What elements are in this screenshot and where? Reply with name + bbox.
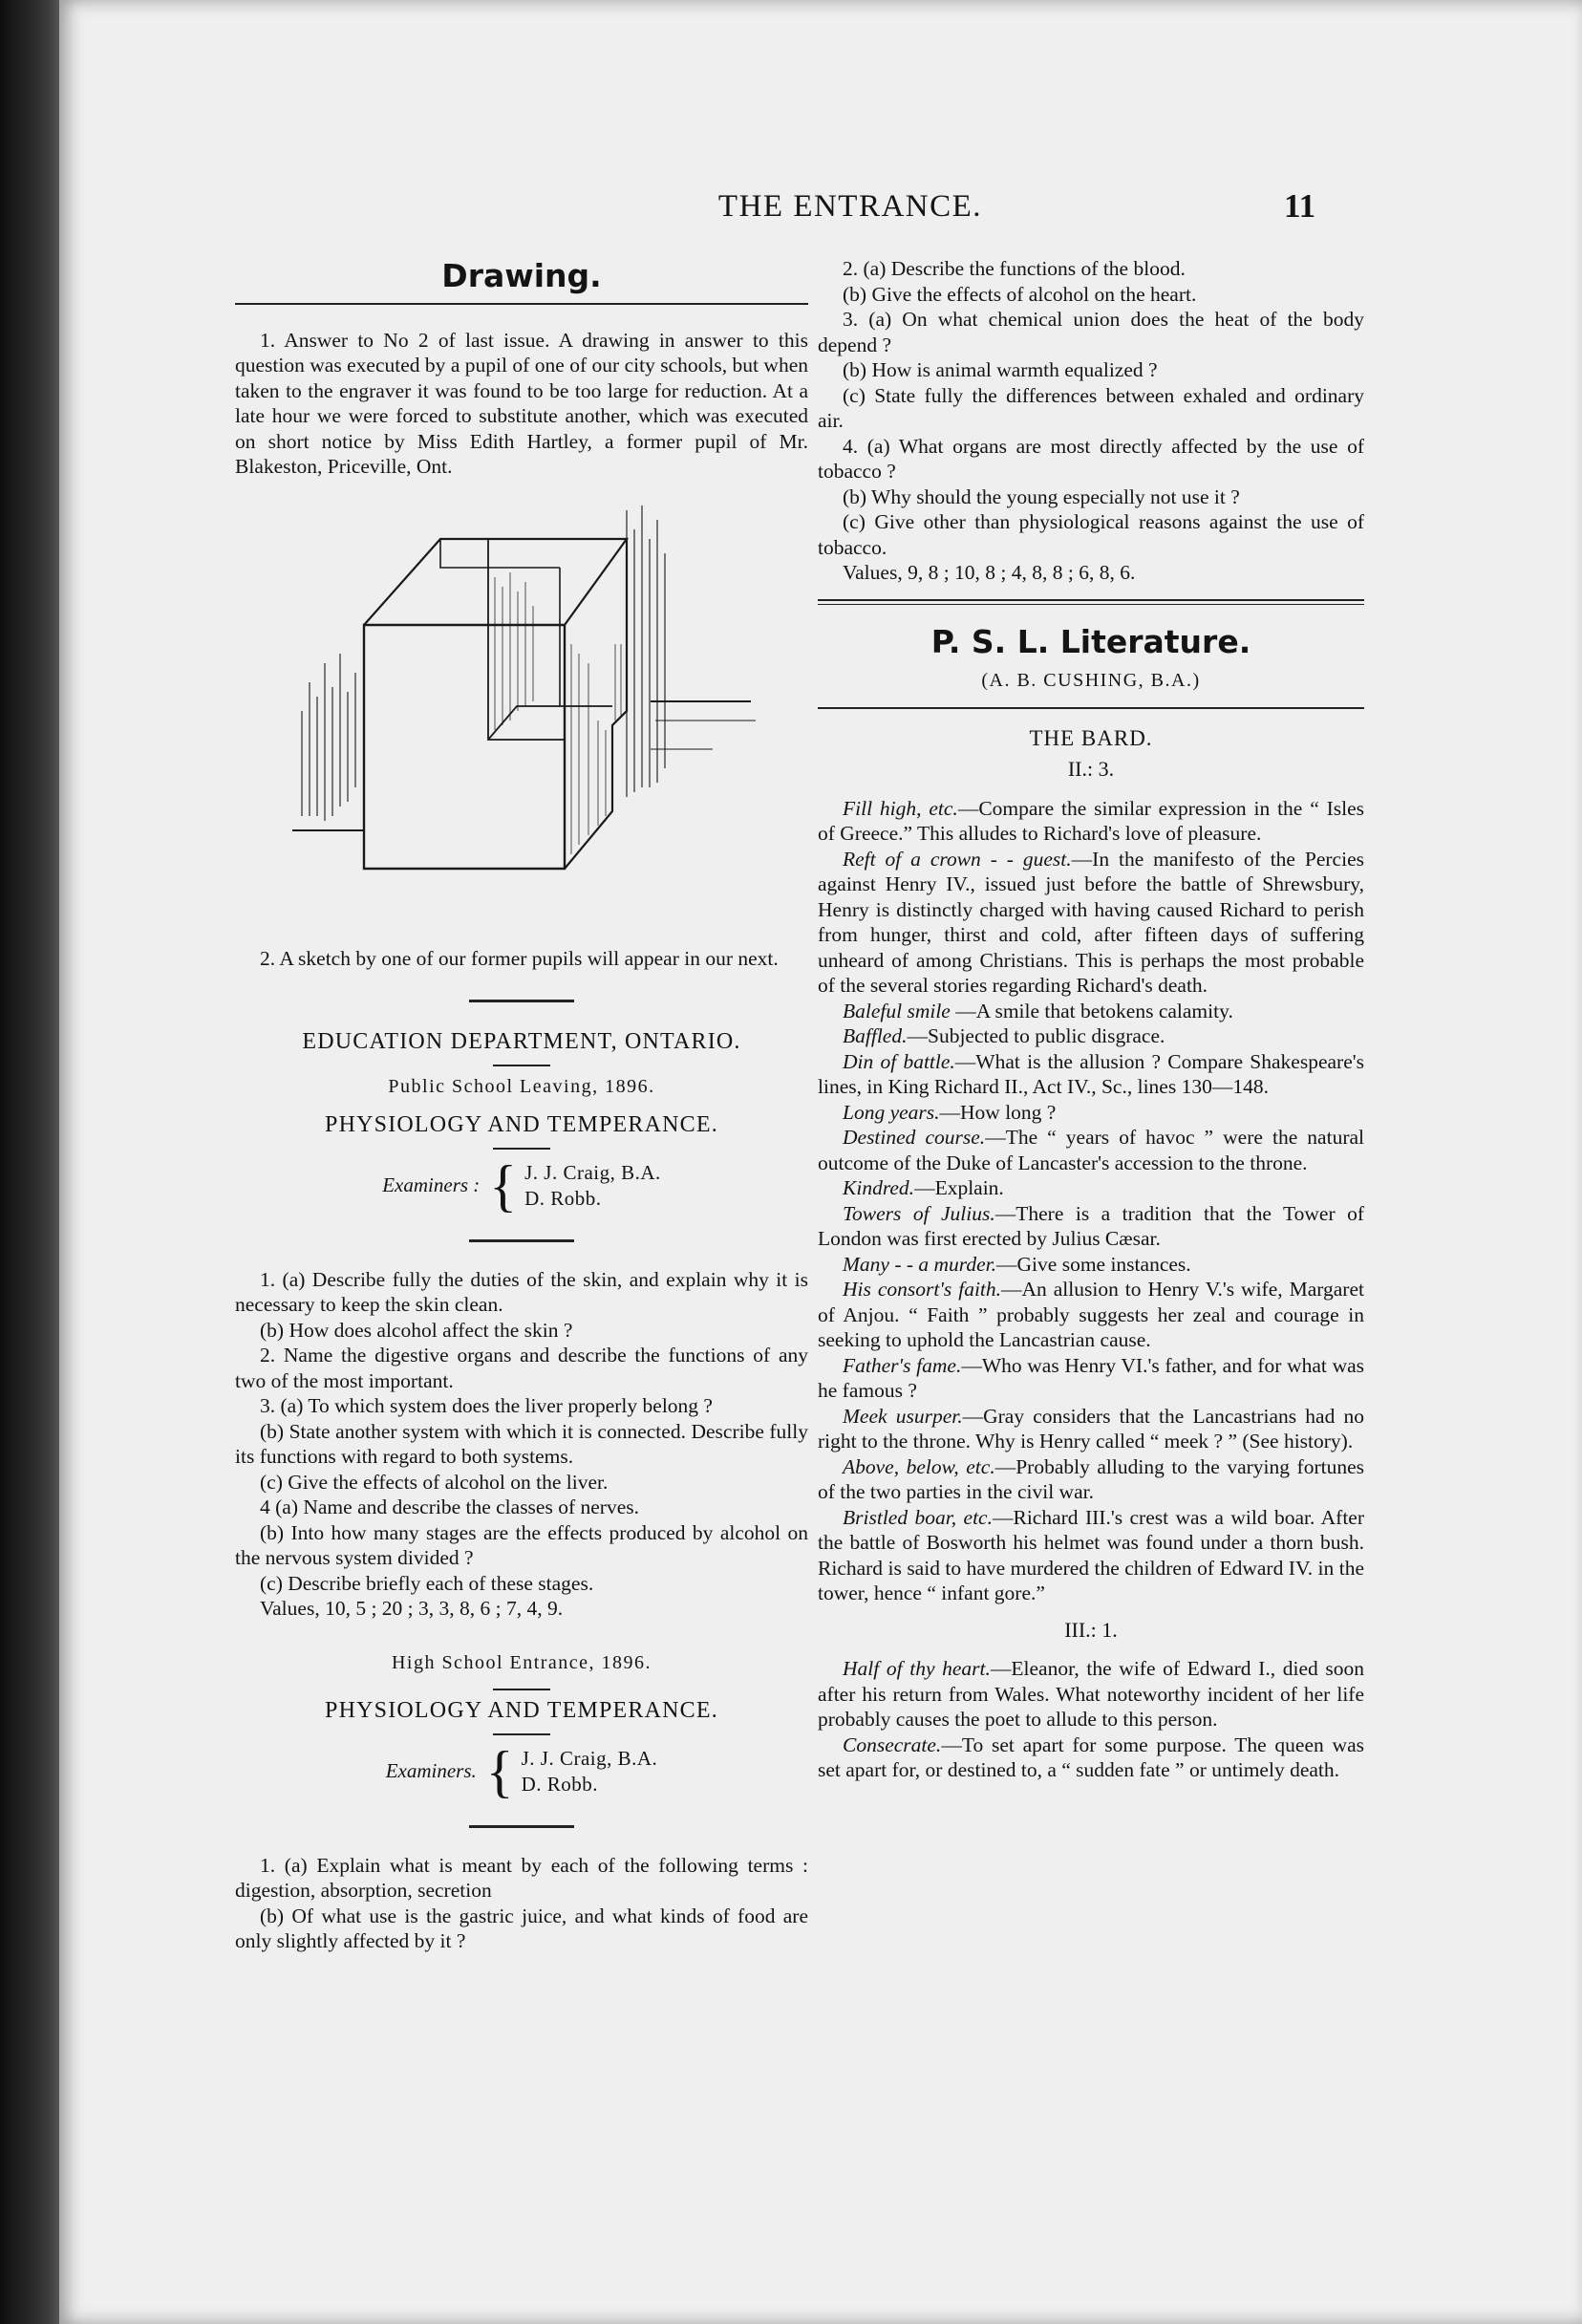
examiners-label: Examiners. (385, 1759, 477, 1783)
exam2-subject: PHYSIOLOGY AND TEMPERANCE. (325, 1698, 718, 1723)
edu-dept-heading: EDUCATION DEPARTMENT, ONTARIO. (302, 1029, 741, 1054)
literature-note: Fill high, etc.—Compare the similar expression in the “ Isles of Greece.” This alludes to Richard's love of pleasure. (818, 796, 1364, 845)
divider (493, 1733, 550, 1735)
drawing-section-title: Drawing. (441, 257, 602, 294)
running-head: THE ENTRANCE. (717, 189, 983, 224)
exam1-question: (b) State another system with which it is connected. Describe fully its functions with regard to both systems. (235, 1419, 808, 1468)
divider (469, 1825, 574, 1828)
exam1-question: (b) Into how many stages are the effects produced by alcohol on the nervous system divided ? (235, 1520, 808, 1569)
exam2-question: 1. (a) Explain what is meant by each of the following terms : digestion, absorption, secretion (235, 1853, 808, 1902)
poem-title: THE BARD. (1029, 725, 1153, 750)
exam2-question: (c) Give other than physiological reasons against the use of tobacco. (818, 510, 1364, 559)
section-rule (818, 707, 1364, 709)
literature-note: His consort's faith.—An allusion to Henry V.'s wife, Margaret of Anjou. “ Faith ” probably suggests her zeal and courage in seeking to uphold the Lancastrian cause. (818, 1278, 1364, 1351)
literature-note: Din of battle.—What is the allusion ? Compare Shakespeare's lines, in King Richard II., Act IV., Sc., lines 130—148. (818, 1049, 1364, 1098)
literature-author: (A. B. CUSHING, B.A.) (981, 670, 1201, 691)
exam2-question: (c) State fully the differences between exhaled and ordinary air. (818, 383, 1364, 432)
examiner-name: D. Robb. (524, 1186, 602, 1210)
exam1-subject: PHYSIOLOGY AND TEMPERANCE. (325, 1112, 718, 1137)
exam1-question: 1. (a) Describe fully the duties of the skin, and explain why it is necessary to keep the skin clean. (235, 1267, 808, 1316)
literature-note: Bristled boar, etc.—Richard III.'s crest was a wild boar. After the battle of Bosworth his helmet was found under a thorn bush. Richard is said to have murdered the children of Edward IV. in the tower, hence “ infant gore.” (818, 1505, 1364, 1604)
literature-note: Destined course.—The “ years of havoc ” were the natural outcome of the Duke of Lancaster's accession to the throne. (818, 1126, 1364, 1174)
exam2-question: 3. (a) On what chemical union does the heat of the body depend ? (818, 308, 1364, 356)
section-rule (235, 303, 808, 305)
divider (493, 1065, 550, 1066)
literature-note: Baleful smile —A smile that betokens calamity. (843, 999, 1233, 1022)
literature-note: Long years.—How long ? (843, 1100, 1057, 1124)
drawing-note-2: 2. A sketch by one of our former pupils will appear in our next. (260, 946, 779, 970)
book-spine-shadow (0, 0, 59, 2324)
exam2-question: 2. (a) Describe the functions of the blood. (843, 257, 1186, 280)
literature-note: Consecrate.—To set apart for some purpose. The queen was set apart for, or destined to, a “ sudden fate ” or untimely death. (818, 1732, 1364, 1781)
exam1-question: (c) Give the effects of alcohol on the liver. (260, 1470, 609, 1494)
brace-glyph: { (489, 1153, 518, 1217)
exam2-question: (b) Of what use is the gastric juice, and what kinds of food are only slightly affected by it ? (235, 1904, 808, 1952)
exam1-question: 4 (a) Name and describe the classes of nerves. (260, 1496, 639, 1518)
brace-glyph: { (485, 1739, 514, 1803)
divider (469, 1000, 574, 1002)
exam1-question: 2. Name the digestive organs and describe the functions of any two of the most important. (235, 1344, 808, 1392)
exam2-question: (b) Why should the young especially not use it ? (843, 484, 1240, 508)
literature-note: Reft of a crown - - guest.—In the manifesto of the Percies against Henry IV., issued just before the battle of Shrewsbury, Henry is distinctly charged with having caused Richard to perish from hunger, thirst and cold, after fifteen days of suffering unheard of among Christians. This is perhaps the most probable of the several stories regarding Richard's death. (818, 847, 1364, 997)
exam2-examiners (235, 1739, 808, 1803)
examiner-name: J. J. Craig, B.A. (524, 1160, 661, 1184)
literature-note: Many - - a murder.—Give some instances. (843, 1252, 1191, 1276)
literature-note: Towers of Julius.—There is a tradition that the Tower of London was first erected by Julius Cæsar. (818, 1201, 1365, 1250)
section-rule (818, 599, 1364, 605)
literature-note: Kindred.—Explain. (843, 1176, 1004, 1199)
examiners-label: Examiners : (382, 1173, 481, 1197)
divider (469, 1239, 574, 1242)
exam1-subtitle: Public School Leaving, 1896. (388, 1075, 655, 1097)
literature-note: Meek usurper.—Gray considers that the Lancastrians had no right to the throne. Why is Henry called “ meek ? ” (See history). (818, 1404, 1364, 1452)
exam1-question: 3. (a) To which system does the liver properly belong ? (260, 1394, 713, 1417)
poem-part-heading: III.: 1. (1064, 1617, 1118, 1642)
literature-section-title: P. S. L. Literature. (930, 622, 1251, 660)
literature-note: Father's fame.—Who was Henry VI.'s father, and for what was he famous ? (818, 1353, 1365, 1402)
literature-note: Above, below, etc.—Probably alluding to the varying fortunes of the two parties in the civil war. (818, 1454, 1364, 1503)
left-column (235, 256, 808, 1954)
exam2-question: (b) Give the effects of alcohol on the heart. (843, 282, 1197, 306)
exam1-question: (c) Describe briefly each of these stages. (260, 1571, 594, 1595)
exam2-values: Values, 9, 8 ; 10, 8 ; 4, 8, 8 ; 6, 8, 6. (843, 561, 1136, 584)
exam1-values: Values, 10, 5 ; 20 ; 3, 3, 8, 6 ; 7, 4, 9. (260, 1597, 564, 1620)
literature-note: Baffled.—Subjected to public disgrace. (843, 1024, 1165, 1047)
right-column (818, 256, 1364, 1783)
divider (493, 1689, 550, 1690)
divider (493, 1148, 550, 1150)
exam1-examiners (235, 1153, 808, 1217)
exam2-question: (b) How is animal warmth equalized ? (843, 358, 1158, 381)
examiner-name: J. J. Craig, B.A. (521, 1746, 658, 1770)
cube-sketch-illustration (273, 501, 770, 921)
exam2-question: 4. (a) What organs are most directly affected by the use of tobacco ? (818, 434, 1364, 483)
exam1-question: (b) How does alcohol affect the skin ? (260, 1318, 573, 1342)
poem-part-heading: II.: 3. (1067, 757, 1115, 781)
drawing-note-1: 1. Answer to No 2 of last issue. A drawing in answer to this question was executed by a pupil of one of our city schools, but when taken to the engraver it was found to be too large for reduction. At a late hour we were forced to substitute another, which was executed on short notice by Miss Edith Hartley, a former pupil of Mr. Blakeston, Priceville, Ont. (235, 328, 808, 478)
page-number: 11 (1284, 187, 1316, 225)
examiner-name: D. Robb. (521, 1772, 599, 1796)
exam2-subtitle: High School Entrance, 1896. (391, 1651, 652, 1673)
literature-note: Half of thy heart.—Eleanor, the wife of Edward I., died soon after his return from Wales. What noteworthy incident of her life probably causes the poet to allude to this person. (818, 1657, 1364, 1731)
